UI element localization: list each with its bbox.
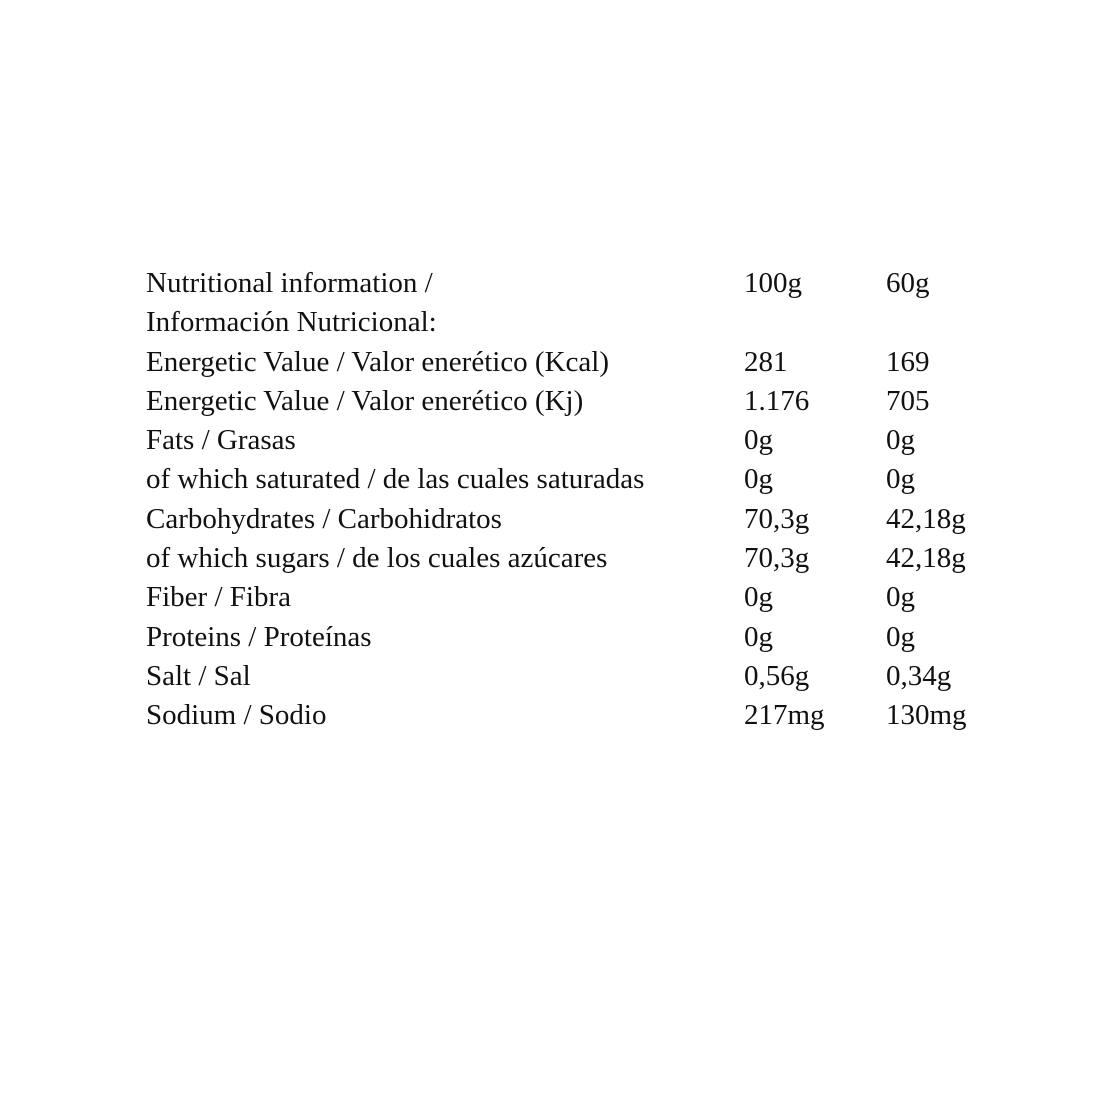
table-title-line2: Información Nutricional: bbox=[146, 306, 437, 339]
nutrient-label: of which sugars / de los cuales azúcares bbox=[146, 542, 608, 575]
value-per-60g: 705 bbox=[886, 384, 930, 417]
value-per-100g: 70,3g bbox=[744, 502, 810, 535]
table-row bbox=[146, 696, 1046, 735]
header-row bbox=[146, 264, 1046, 303]
table-row bbox=[146, 578, 1046, 617]
value-per-100g: 1.176 bbox=[744, 384, 810, 417]
table-row bbox=[146, 539, 1046, 578]
value-per-100g: 0g bbox=[744, 581, 773, 614]
value-per-60g: 0,34g bbox=[886, 659, 952, 692]
table-title-line1: Nutritional information / bbox=[146, 267, 433, 299]
nutrient-label: Salt / Sal bbox=[146, 659, 251, 692]
value-per-60g: 42,18g bbox=[886, 502, 966, 535]
table-row bbox=[146, 343, 1046, 382]
table-row bbox=[146, 421, 1046, 460]
nutrient-label: Energetic Value / Valor enerético (Kcal) bbox=[146, 345, 609, 378]
table-row bbox=[146, 500, 1046, 539]
value-per-60g: 169 bbox=[886, 345, 930, 378]
value-per-60g: 130mg bbox=[886, 699, 967, 732]
header-row-2 bbox=[146, 303, 1046, 342]
value-per-60g: 0g bbox=[886, 581, 915, 614]
value-per-60g: 42,18g bbox=[886, 542, 966, 575]
table-row bbox=[146, 618, 1046, 657]
value-per-60g: 0g bbox=[886, 424, 915, 457]
table-row bbox=[146, 460, 1046, 499]
nutrient-label: Sodium / Sodio bbox=[146, 699, 327, 732]
value-per-100g: 217mg bbox=[744, 699, 825, 732]
nutrient-label: Proteins / Proteínas bbox=[146, 620, 372, 653]
table-row bbox=[146, 657, 1046, 696]
value-per-100g: 0g bbox=[744, 620, 773, 653]
nutrient-label: Fats / Grasas bbox=[146, 424, 296, 457]
nutrient-label: Fiber / Fibra bbox=[146, 581, 291, 614]
value-per-60g: 0g bbox=[886, 620, 915, 653]
value-per-100g: 70,3g bbox=[744, 542, 810, 575]
value-per-100g: 0g bbox=[744, 463, 773, 496]
column-header-60g: 60g bbox=[886, 267, 930, 299]
column-header-100g: 100g bbox=[744, 267, 802, 299]
nutrient-label: Energetic Value / Valor enerético (Kj) bbox=[146, 384, 584, 417]
value-per-60g: 0g bbox=[886, 463, 915, 496]
nutrient-label: Carbohydrates / Carbohidratos bbox=[146, 502, 502, 535]
nutrient-label: of which saturated / de las cuales saturadas bbox=[146, 463, 645, 496]
nutrition-table bbox=[146, 264, 1046, 736]
value-per-100g: 0,56g bbox=[744, 659, 810, 692]
value-per-100g: 281 bbox=[744, 345, 788, 378]
value-per-100g: 0g bbox=[744, 424, 773, 457]
table-row bbox=[146, 382, 1046, 421]
